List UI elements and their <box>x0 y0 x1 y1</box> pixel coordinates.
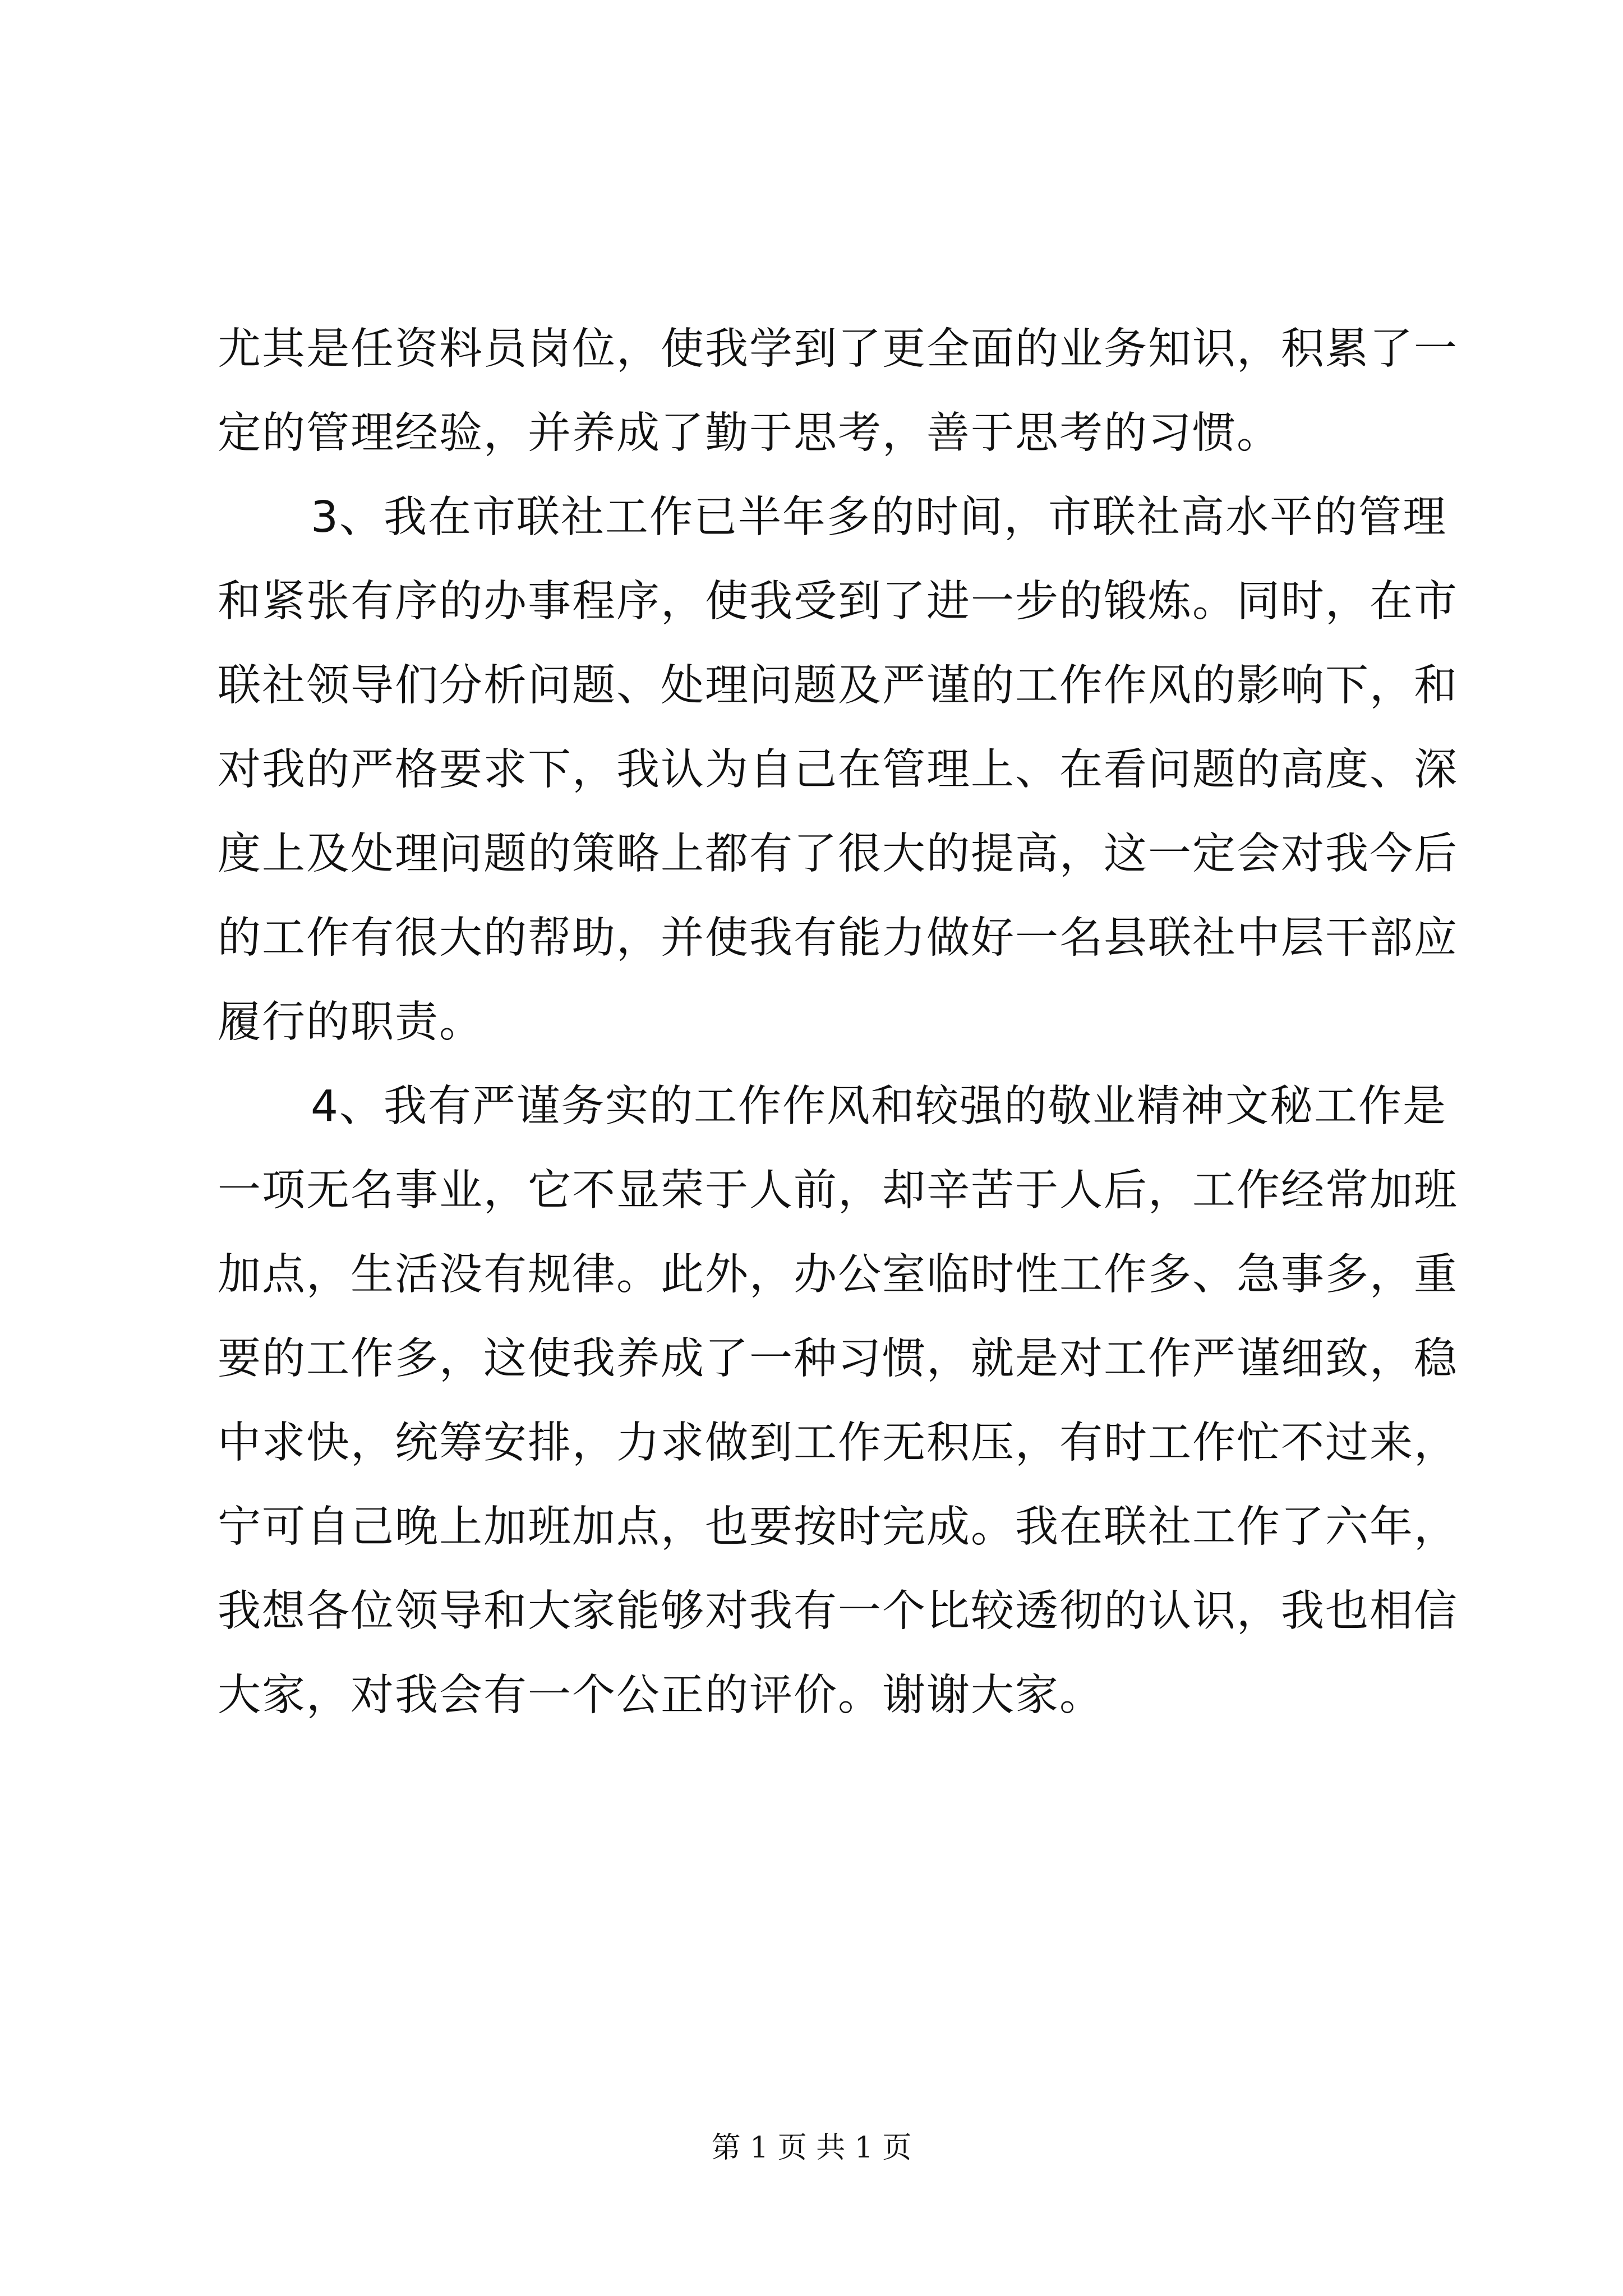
paragraph-1 <box>218 307 1458 476</box>
text-line: 尤其是任资料员岗位，使我学到了更全面的业务知识，积累了一 <box>218 324 1458 374</box>
text-line: 要的工作多，这使我养成了一种习惯，就是对工作严谨细致，稳 <box>218 1334 1458 1384</box>
paragraph-2 <box>218 476 1458 1065</box>
text-line: 加点，生活没有规律。此外，办公室临时性工作多、急事多，重 <box>218 1250 1458 1300</box>
text-line: 对我的严格要求下，我认为自己在管理上、在看问题的高度、深 <box>218 745 1458 795</box>
text-line: 和紧张有序的办事程序，使我受到了进一步的锻炼。同时，在市 <box>218 577 1458 627</box>
page-number-footer: 第 1 页 共 1 页 <box>711 2131 912 2165</box>
text-line: 宁可自己晚上加班加点，也要按时完成。我在联社工作了六年， <box>218 1502 1458 1552</box>
text-line: 履行的职责。 <box>218 997 483 1047</box>
text-line: 大家，对我会有一个公正的评价。谢谢大家。 <box>218 1671 1104 1720</box>
paragraph-3 <box>218 1065 1458 1738</box>
text-line: 一项无名事业，它不显荣于人前，却辛苦于人后，工作经常加班 <box>218 1166 1458 1216</box>
text-line: 4、我有严谨务实的工作作风和较强的敬业精神文秘工作是 <box>311 1082 1447 1131</box>
text-line: 中求快，统筹安排，力求做到工作无积压，有时工作忙不过来， <box>218 1418 1458 1468</box>
text-line: 定的管理经验，并养成了勤于思考，善于思考的习惯。 <box>218 408 1281 458</box>
text-line: 我想各位领导和大家能够对我有一个比较透彻的认识，我也相信 <box>218 1586 1458 1636</box>
text-line: 3、我在市联社工作已半年多的时间，市联社高水平的管理 <box>311 493 1447 542</box>
text-line: 联社领导们分析问题、处理问题及严谨的工作作风的影响下，和 <box>218 661 1458 711</box>
text-line: 度上及处理问题的策略上都有了很大的提高，这一定会对我今后 <box>218 829 1458 879</box>
text-line: 的工作有很大的帮助，并使我有能力做好一名县联社中层干部应 <box>218 913 1458 963</box>
document-body <box>218 307 1458 1738</box>
